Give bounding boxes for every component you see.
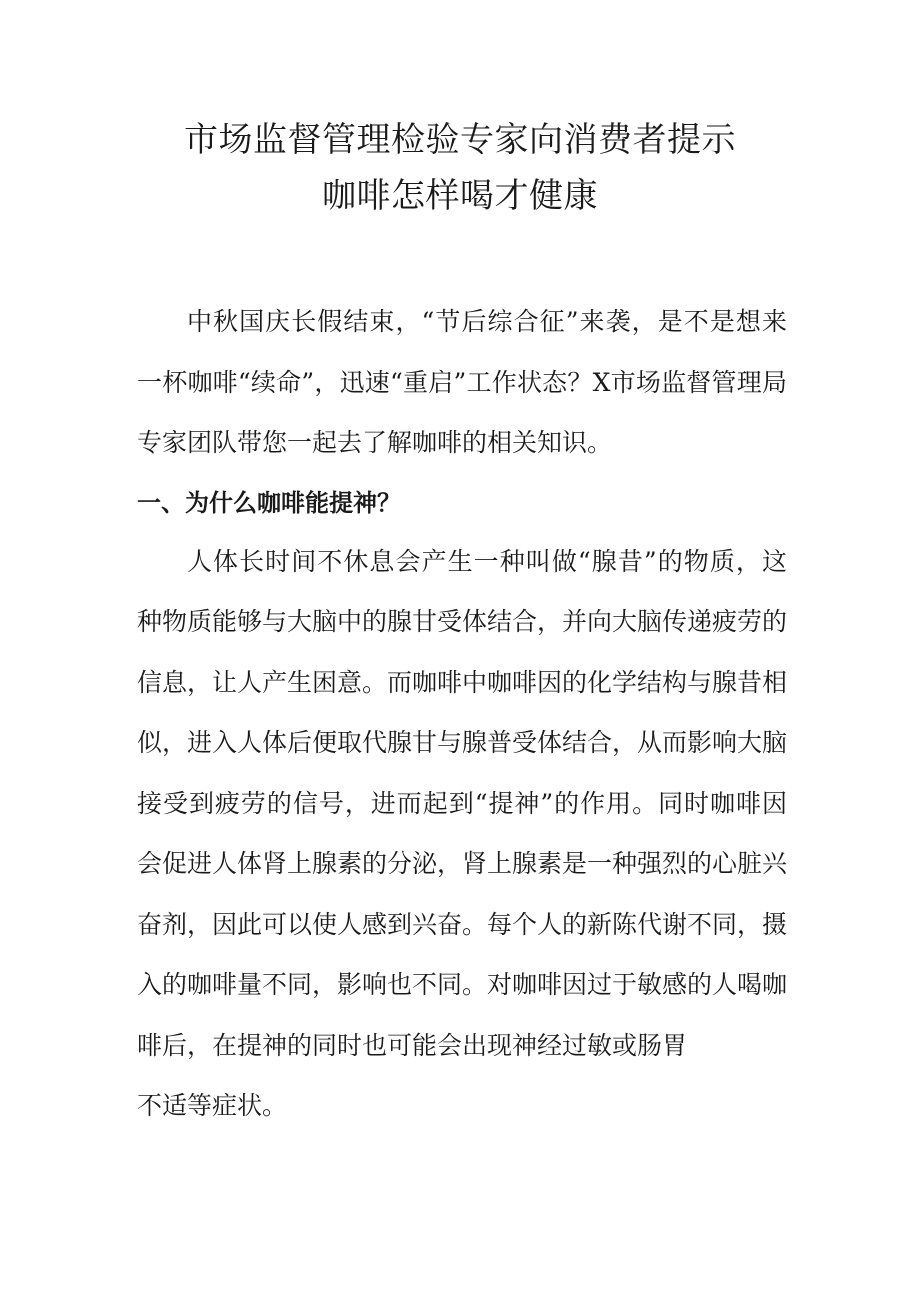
document-title [0, 112, 920, 224]
section1-paragraph: 人体长时间不休息会产生一种叫做“腺昔”的物质，这种物质能够与大脑中的腺甘受体结合，并向大脑传递疲劳的信息，让人产生困意。而咖啡中咖啡因的化学结构与腺昔相似，进入人体后便取代腺甘与腺普受体结合，从而影响大脑接受到疲劳的信号，进而起到“提神”的作用。同时咖啡因会促进人体肾上腺素的分泌，肾上腺素是一种强烈的心脏兴奋剂，因此可以使人感到兴奋。每个人的新陈代谢不同，摄入的咖啡量不同，影响也不同。对咖啡因过于敏感的人喝咖啡后，在提神的同时也可能会出现神经过敏或肠胃 [137, 546, 788, 1060]
document-body [137, 292, 787, 1137]
intro-paragraph: 中秋国庆长假结束，“节后综合征”来袭，是不是想来一杯咖啡“续命”，迅速“重启”工作状态？X市场监督管理局专家团队带您一起去了解咖啡的相关知识。 [137, 307, 787, 457]
section-heading-1-text: 一、为什么咖啡能提神？ [137, 487, 401, 517]
section-heading-1 [137, 474, 787, 532]
title-line-2: 咖啡怎样喝才健康 [322, 176, 598, 216]
title-line-1: 市场监督管理检验专家向消费者提示 [184, 120, 736, 160]
section1-trailing-line: 不适等症状。 [137, 1091, 288, 1120]
